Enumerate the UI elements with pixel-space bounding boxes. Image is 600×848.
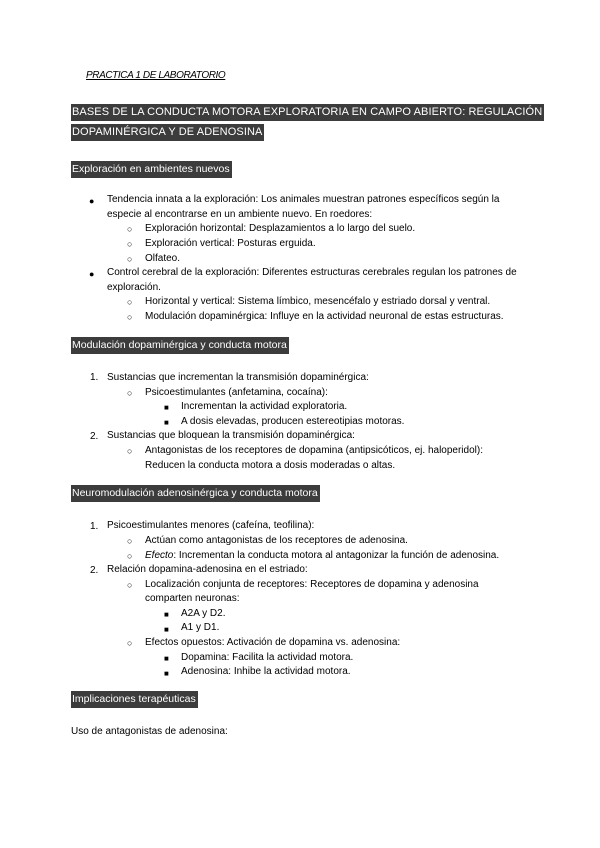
list-item-text: Psicoestimulantes menores (cafeína, teofilina): [107, 520, 315, 531]
section-title-neuromodulacion: Neuromodulación adenosinérgica y conducta motora [71, 485, 320, 502]
emphasis-efecto: Efecto [145, 550, 174, 561]
bullet-circle: ○ [127, 239, 133, 249]
list-item-text: Psicoestimulantes (anfetamina, cocaína): [145, 387, 328, 398]
list-item-text-rest: : Incrementan la conducta motora al antagonizar la función de adenosina. [173, 550, 500, 561]
main-heading-line-1: BASES DE LA CONDUCTA MOTORA EXPLORATORIA EN CAMPO ABIERTO: REGULACIÓN [71, 104, 544, 121]
page-title: PRACTICA 1 DE LABORATORIO [86, 70, 226, 81]
list-number: 1. [90, 372, 99, 383]
bullet-circle: ○ [127, 312, 133, 322]
list-item-text: Exploración horizontal: Desplazamientos a lo largo del suelo. [145, 223, 416, 234]
bullet-square: ■ [164, 418, 169, 427]
list-item-text: Adenosina: Inhibe la actividad motora. [181, 666, 351, 677]
list-item-text: Localización conjunta de receptores: Receptores de dopamina y adenosina [145, 579, 479, 590]
bullet-circle: ○ [127, 536, 133, 546]
list-item-text: A2A y D2. [181, 608, 226, 619]
bullet-square: ■ [164, 403, 169, 412]
section-title-exploracion: Exploración en ambientes nuevos [71, 161, 232, 178]
list-number: 2. [90, 565, 99, 576]
list-item-text: Dopamina: Facilita la actividad motora. [181, 652, 354, 663]
list-item-text: Sustancias que bloquean la transmisión dopaminérgica: [107, 430, 355, 441]
bullet-square: ■ [164, 654, 169, 663]
bullet-dot: ● [89, 196, 95, 206]
list-item-text: Control cerebral de la exploración: Diferentes estructuras cerebrales regulan los patrones de [107, 267, 517, 278]
bullet-circle: ○ [127, 297, 133, 307]
bullet-dot: ● [89, 269, 95, 279]
list-item-text: Exploración vertical: Posturas erguida. [145, 238, 316, 249]
bullet-square: ■ [164, 625, 169, 634]
list-item-text: Reducen la conducta motora a dosis moderadas o altas. [145, 460, 396, 471]
section-title-modulacion: Modulación dopaminérgica y conducta motora [71, 337, 289, 354]
list-number: 2. [90, 431, 99, 442]
list-item-text: exploración. [107, 282, 161, 293]
list-item-text: A1 y D1. [181, 622, 220, 633]
bullet-circle: ○ [127, 446, 133, 456]
list-item-text: Actúan como antagonistas de los receptores de adenosina. [145, 535, 408, 546]
list-item-text: Efectos opuestos: Activación de dopamina vs. adenosina: [145, 637, 401, 648]
list-item-text: Tendencia innata a la exploración: Los animales muestran patrones específicos según la [107, 194, 500, 205]
list-item-text: Relación dopamina-adenosina en el estriado: [107, 564, 308, 575]
bullet-circle: ○ [127, 551, 133, 561]
main-heading-line-2: DOPAMINÉRGICA Y DE ADENOSINA [71, 124, 264, 141]
list-item-text: Sustancias que incrementan la transmisión dopaminérgica: [107, 372, 369, 383]
bullet-circle: ○ [127, 254, 133, 264]
list-item-text: Olfateo. [145, 253, 181, 264]
list-item-text: Antagonistas de los receptores de dopamina (antipsicóticos, ej. haloperidol): [145, 445, 483, 456]
list-item-text: A dosis elevadas, producen estereotipias motoras. [181, 416, 405, 427]
list-number: 1. [90, 521, 99, 532]
list-item-text: Incrementan la actividad exploratoria. [181, 401, 348, 412]
list-item-text [145, 549, 499, 563]
main-heading [71, 104, 544, 144]
bullet-circle: ○ [127, 388, 133, 398]
list-item-text: especie al encontrarse en un ambiente nuevo. En roedores: [107, 209, 373, 220]
list-item-text: Horizontal y vertical: Sistema límbico, mesencéfalo y estriado dorsal y ventral. [145, 296, 491, 307]
bullet-square: ■ [164, 669, 169, 678]
paragraph: Uso de antagonistas de adenosina: [71, 726, 228, 737]
list-item-text: Modulación dopaminérgica: Influye en la actividad neuronal de estas estructuras. [145, 311, 504, 322]
section-title-implicaciones: Implicaciones terapéuticas [71, 691, 198, 708]
bullet-circle: ○ [127, 580, 133, 590]
bullet-circle: ○ [127, 638, 133, 648]
bullet-circle: ○ [127, 224, 133, 234]
bullet-square: ■ [164, 610, 169, 619]
list-item-text: comparten neuronas: [145, 593, 240, 604]
